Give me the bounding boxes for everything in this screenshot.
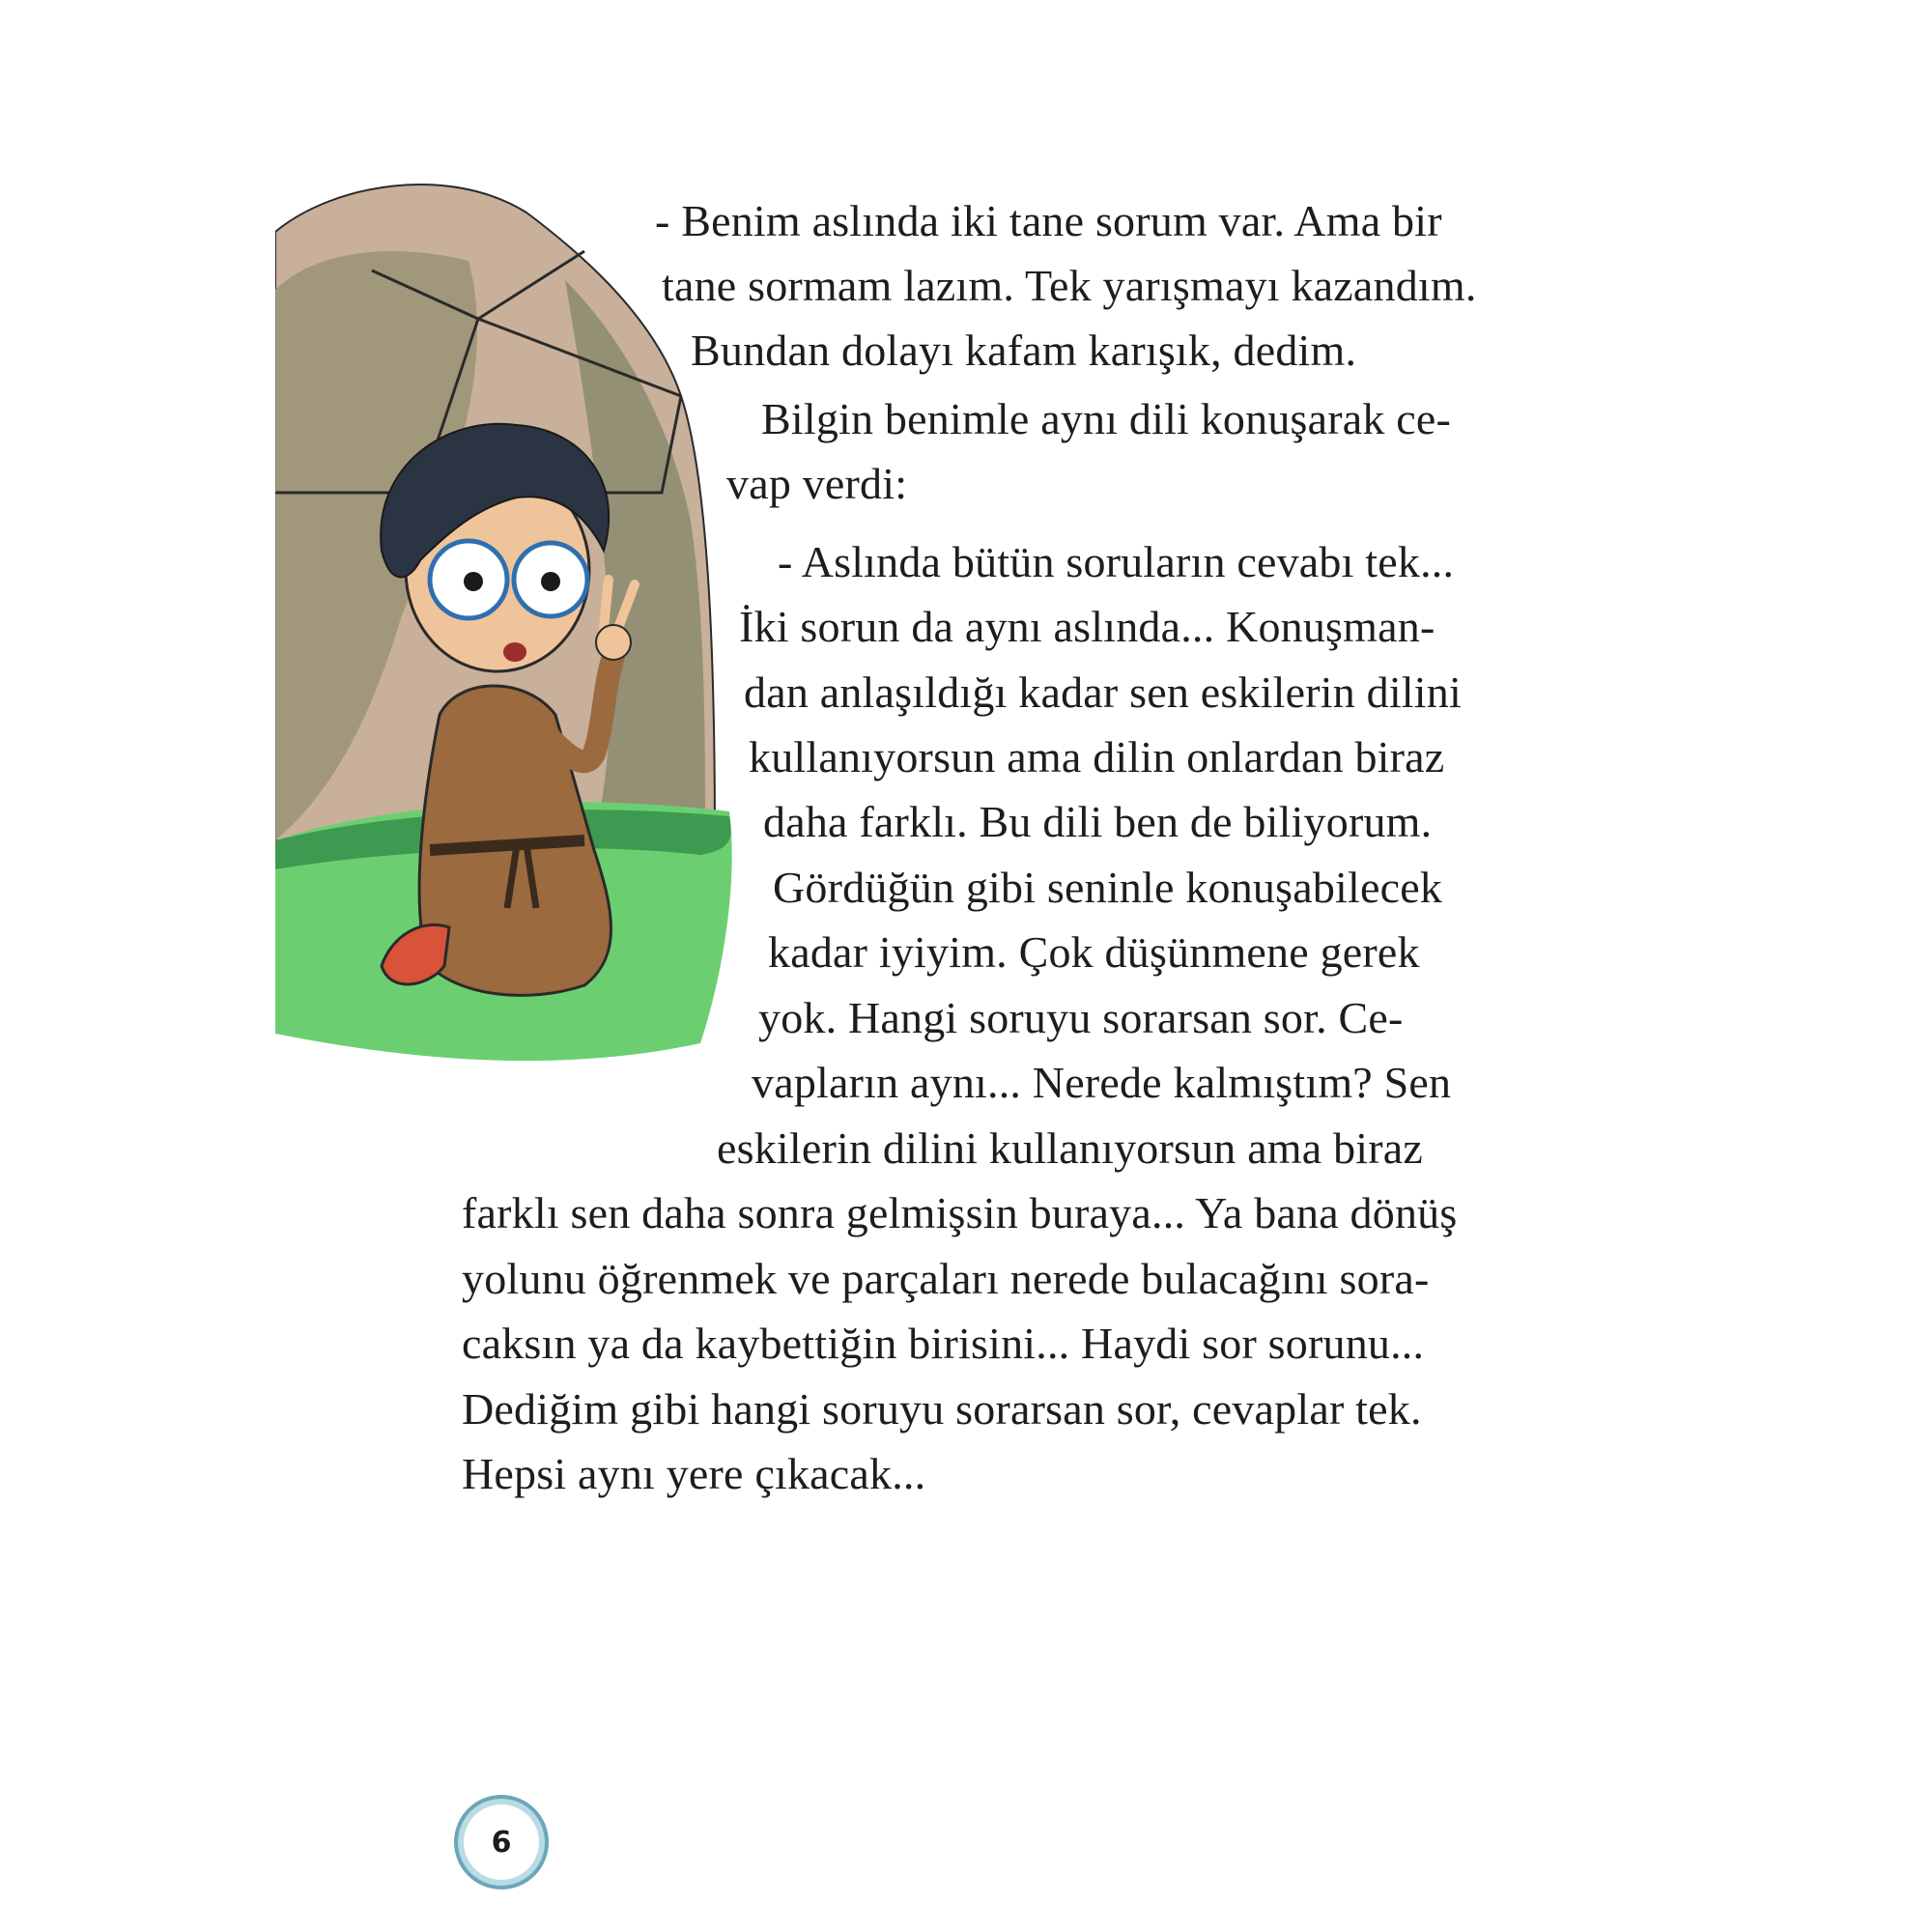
- page-number-badge: [464, 1804, 539, 1880]
- text-line: dan anlaşıldığı kadar sen eskilerin dilini: [744, 668, 1462, 717]
- text-line: yok. Hangi soruyu sorarsan sor. Ce-: [758, 993, 1404, 1042]
- text-line: yolunu öğrenmek ve parçaları nerede bulacağını sora-: [462, 1254, 1430, 1303]
- mouth: [503, 642, 526, 662]
- text-line: Dediğim gibi hangi soruyu sorarsan sor, cevaplar tek.: [462, 1384, 1422, 1434]
- left-pupil: [464, 572, 483, 591]
- hand: [596, 625, 631, 660]
- text-line: vap verdi:: [726, 459, 908, 508]
- text-line: Gördüğün gibi seninle konuşabilecek: [773, 863, 1443, 912]
- text-line: kadar iyiyim. Çok düşünmene gerek: [768, 927, 1420, 977]
- text-line: İki sorun da aynı aslında... Konuşman-: [739, 602, 1435, 651]
- text-line: Bilgin benimle aynı dili konuşarak ce-: [761, 394, 1452, 443]
- page-number: 6: [491, 1825, 512, 1860]
- text-line: - Benim aslında iki tane sorum var. Ama bir: [655, 196, 1442, 245]
- text-line: eskilerin dilini kullanıyorsun ama biraz: [717, 1123, 1424, 1173]
- text-line: farklı sen daha sonra gelmişsin buraya... Ya bana dönüş: [462, 1188, 1458, 1237]
- text-line: Hepsi aynı yere çıkacak...: [462, 1449, 926, 1498]
- right-pupil: [541, 572, 560, 591]
- text-line: Bundan dolayı kafam karışık, dedim.: [691, 326, 1357, 375]
- text-line: - Aslında bütün soruların cevabı tek...: [778, 537, 1455, 586]
- text-line: daha farklı. Bu dili ben de biliyorum.: [763, 797, 1433, 846]
- text-line: kullanıyorsun ama dilin onlardan biraz: [749, 732, 1445, 781]
- text-line: vapların aynı... Nerede kalmıştım? Sen: [752, 1058, 1452, 1107]
- text-line: tane sormam lazım. Tek yarışmayı kazandım.: [662, 261, 1477, 310]
- text-line: caksın ya da kaybettiğin birisini... Haydi sor sorunu...: [462, 1319, 1425, 1368]
